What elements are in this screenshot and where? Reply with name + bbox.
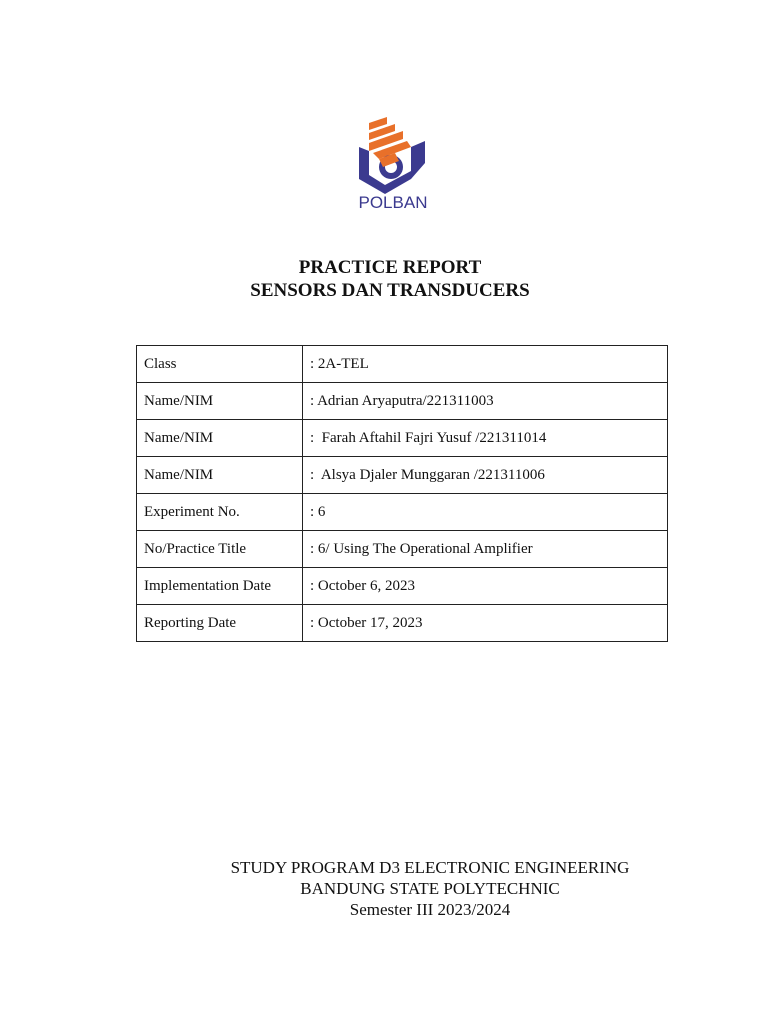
row-label: Class: [137, 346, 303, 383]
row-label: Name/NIM: [137, 383, 303, 420]
row-label: No/Practice Title: [137, 531, 303, 568]
polban-logo: [355, 117, 431, 217]
table-row: [137, 346, 668, 383]
row-label: Reporting Date: [137, 605, 303, 642]
table-row: [137, 457, 668, 494]
polban-emblem-icon: [355, 117, 431, 195]
footer-line-3: Semester III 2023/2024: [349, 900, 511, 919]
table-row: [137, 531, 668, 568]
row-label: Experiment No.: [137, 494, 303, 531]
table-row: [137, 383, 668, 420]
row-label: Implementation Date: [137, 568, 303, 605]
row-label: Name/NIM: [137, 457, 303, 494]
row-value: : 2A-TEL: [303, 346, 668, 383]
title-line-2: SENSORS DAN TRANSDUCERS: [250, 280, 530, 301]
title-line-1: PRACTICE REPORT: [298, 257, 482, 278]
footer-line-2: BANDUNG STATE POLYTECHNIC: [300, 879, 560, 898]
report-title: [0, 256, 768, 302]
row-value: : October 17, 2023: [303, 605, 668, 642]
table-row: [137, 494, 668, 531]
institution-footer: [45, 857, 768, 920]
row-label: Name/NIM: [137, 420, 303, 457]
table-row: [137, 605, 668, 642]
footer-line-1: STUDY PROGRAM D3 ELECTRONIC ENGINEERING: [230, 858, 630, 877]
logo-text: POLBAN: [358, 193, 428, 212]
table-row: [137, 568, 668, 605]
row-value: : Alsya Djaler Munggaran /221311006: [303, 457, 668, 494]
table-row: [137, 420, 668, 457]
row-value: : 6: [303, 494, 668, 531]
info-table: [136, 345, 668, 642]
row-value: : Adrian Aryaputra/221311003: [303, 383, 668, 420]
row-value: : October 6, 2023: [303, 568, 668, 605]
row-value: : Farah Aftahil Fajri Yusuf /221311014: [303, 420, 668, 457]
row-value: : 6/ Using The Operational Amplifier: [303, 531, 668, 568]
